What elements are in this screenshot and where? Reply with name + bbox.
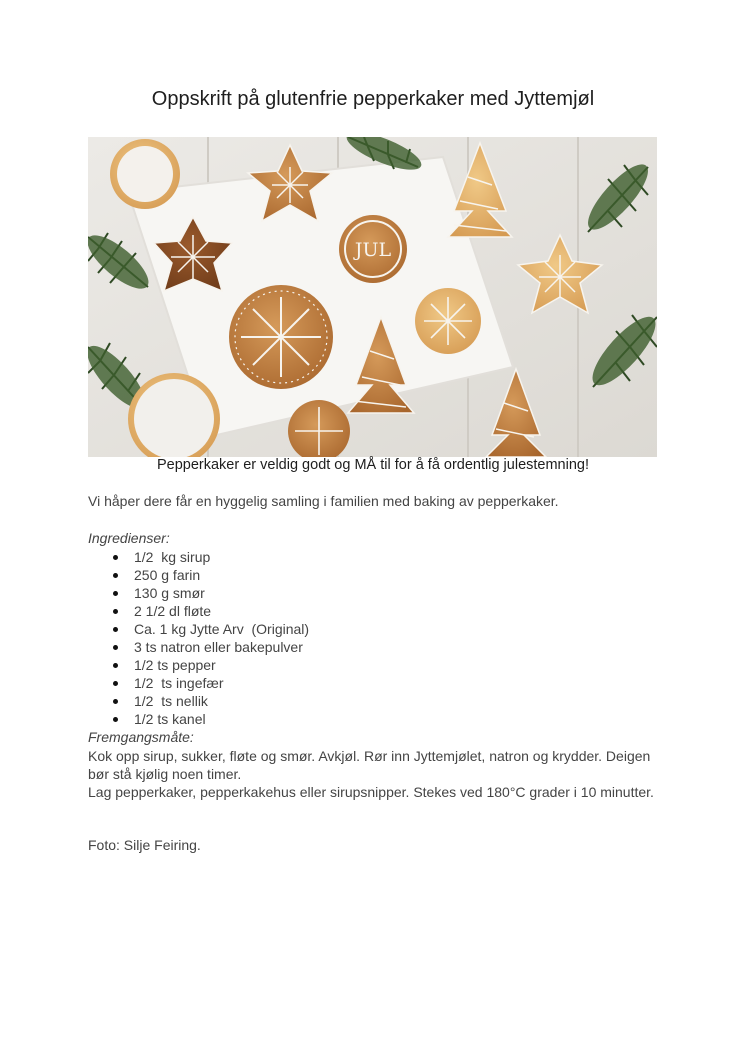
list-item: 3 ts natron eller bakepulver	[88, 638, 309, 656]
ingredients-list	[88, 548, 309, 728]
list-item: 1/2 ts pepper	[88, 656, 309, 674]
document-title: Oppskrift på glutenfrie pepperkaker med Jyttemjøl	[151, 88, 595, 110]
method-paragraph: Kok opp sirup, sukker, fløte og smør. Avkjøl. Rør inn Jyttemjølet, natron og krydder. Deigen bør stå kjølig noen timer.	[88, 748, 651, 782]
list-item: 130 g smør	[88, 584, 309, 602]
list-item: Ca. 1 kg Jytte Arv (Original)	[88, 620, 309, 638]
method-heading: Fremgangsmåte:	[88, 729, 194, 745]
method-text	[88, 747, 663, 801]
list-item: 1/2 ts nellik	[88, 692, 309, 710]
photo-caption: Pepperkaker er veldig godt og MÅ til for å få ordentlig julestemning!	[156, 457, 589, 473]
intro-text: Vi håper dere får en hyggelig samling i familien med baking av pepperkaker.	[88, 493, 559, 509]
photo-credit: Foto: Silje Feiring.	[88, 837, 201, 853]
list-item: 1/2 kg sirup	[88, 548, 309, 566]
ingredients-heading: Ingredienser:	[88, 530, 170, 546]
list-item: 1/2 ts ingefær	[88, 674, 309, 692]
method-paragraph: Lag pepperkaker, pepperkakehus eller sirupsnipper. Stekes ved 180°C grader i 10 minutter.	[88, 784, 654, 800]
list-item: 1/2 ts kanel	[88, 710, 309, 728]
list-item: 2 1/2 dl fløte	[88, 602, 309, 620]
list-item: 250 g farin	[88, 566, 309, 584]
gingerbread-photo	[88, 137, 657, 457]
jul-cookie-text: JUL	[354, 239, 392, 261]
